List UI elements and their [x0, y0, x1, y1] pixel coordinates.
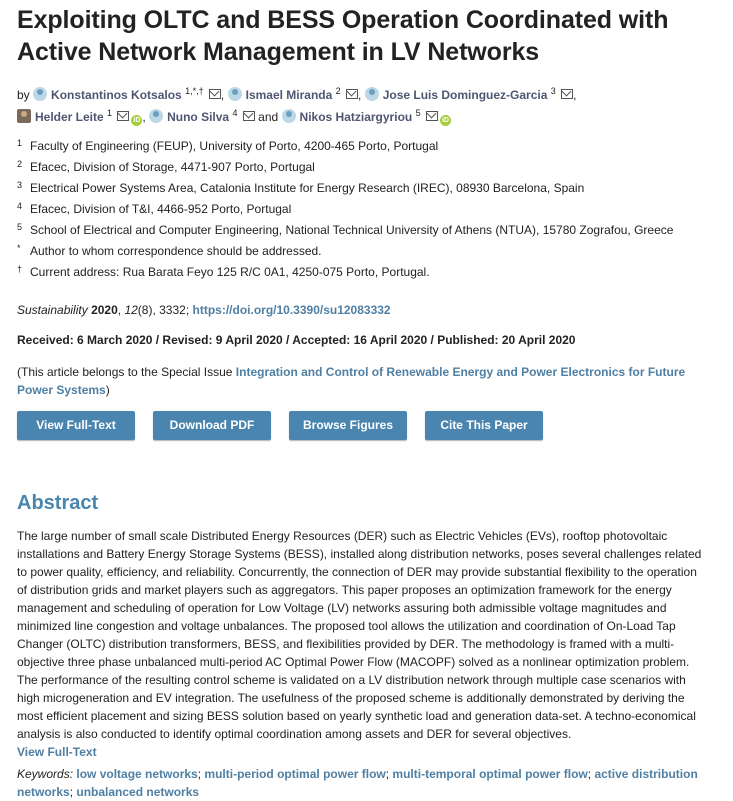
- download-pdf-button[interactable]: Download PDF: [153, 411, 271, 440]
- affiliation-text: Electrical Power Systems Area, Catalonia Institute for Energy Research (IREC), 08930 Barcelona, Spain: [30, 181, 585, 195]
- journal-name: Sustainability: [17, 303, 88, 317]
- affiliation-text: Efacec, Division of Storage, 4471-907 Porto, Portugal: [30, 160, 315, 174]
- affiliation-item: [17, 262, 717, 283]
- keywords-label: Keywords:: [17, 767, 74, 781]
- author-separator: and: [258, 110, 279, 124]
- keyword-link[interactable]: multi-temporal optimal power flow: [392, 767, 588, 781]
- special-issue-prefix: (This article belongs to the Special Issue: [17, 365, 236, 379]
- keyword-link[interactable]: active distribution networks: [17, 767, 698, 799]
- orcid-icon[interactable]: iD: [133, 117, 141, 124]
- email-icon[interactable]: [346, 89, 358, 99]
- affiliation-item: [17, 178, 717, 199]
- doi-link[interactable]: https://doi.org/10.3390/su12083332: [192, 303, 391, 317]
- author-avatar-icon: [282, 109, 296, 123]
- keyword-link[interactable]: low voltage networks: [76, 767, 198, 781]
- browse-figures-button[interactable]: Browse Figures: [289, 411, 407, 440]
- author-avatar-icon: [365, 87, 379, 101]
- author-link[interactable]: Nuno Silva: [167, 110, 230, 124]
- author-entry: [17, 110, 149, 124]
- special-issue-link[interactable]: Integration and Control of Renewable Energy and Power Electronics for Future Power Systems: [17, 365, 686, 397]
- author-entry: [33, 88, 228, 102]
- abstract-body: [17, 527, 707, 801]
- article-title: Exploiting OLTC and BESS Operation Coordinated with Active Network Management in LV Networks: [17, 6, 669, 66]
- author-avatar-icon: [149, 109, 163, 123]
- author-avatar-icon: [228, 87, 242, 101]
- author-photo-icon: [17, 109, 31, 123]
- author-affiliation-sup: 1,*,†: [185, 86, 204, 96]
- email-icon[interactable]: [561, 89, 573, 99]
- affiliation-text: Current address: Rua Barata Feyo 125 R/C 0A1, 4250-075 Porto, Portugal.: [30, 265, 430, 279]
- author-link[interactable]: Jose Luis Dominguez-Garcia: [382, 88, 548, 102]
- author-entry: [365, 88, 577, 102]
- affiliation-mark: 2: [17, 159, 23, 169]
- author-affiliation-sup: 5: [415, 108, 421, 118]
- author-link[interactable]: Helder Leite: [35, 110, 104, 124]
- affiliation-item: [17, 136, 717, 157]
- author-affiliation-sup: 1: [107, 108, 113, 118]
- special-issue-note: [17, 363, 717, 399]
- affiliation-mark: *: [17, 243, 21, 253]
- author-entry: [228, 88, 365, 102]
- affiliation-mark: 4: [17, 201, 23, 211]
- email-icon[interactable]: [426, 111, 438, 121]
- action-buttons: [17, 411, 717, 440]
- citation-issue-pages: (8), 3332;: [137, 303, 190, 317]
- keywords-line: Keywords: low voltage networks; multi-period optimal power flow; multi-temporal optimal power flow; active distribution networks; unbalanced networks: [17, 767, 698, 799]
- by-label: by: [17, 88, 30, 102]
- author-link[interactable]: Nikos Hatziargyriou: [299, 110, 413, 124]
- cite-paper-button[interactable]: Cite This Paper: [425, 411, 543, 440]
- keyword-link[interactable]: multi-period optimal power flow: [204, 767, 386, 781]
- email-icon[interactable]: [209, 89, 221, 99]
- special-issue-suffix: ): [105, 383, 110, 397]
- affiliation-mark: 1: [17, 138, 23, 148]
- affiliation-mark: 5: [17, 222, 23, 232]
- author-separator: ,: [142, 110, 146, 124]
- author-link[interactable]: Ismael Miranda: [245, 88, 333, 102]
- affiliation-mark: †: [17, 264, 23, 274]
- abstract-view-full-text-link[interactable]: View Full-Text: [17, 745, 97, 759]
- keyword-link[interactable]: unbalanced networks: [76, 785, 200, 799]
- affiliation-text: Faculty of Engineering (FEUP), University of Porto, 4200-465 Porto, Portugal: [30, 139, 439, 153]
- affiliation-text: Author to whom correspondence should be addressed.: [30, 244, 322, 258]
- affiliation-item: [17, 157, 717, 178]
- publication-dates: Received: 6 March 2020 / Revised: 9 April 2020 / Accepted: 16 April 2020 / Published: 20 April 2020: [17, 333, 576, 347]
- citation-volume: 12: [124, 303, 138, 317]
- author-affiliation-sup: 2: [335, 86, 341, 96]
- affiliation-list: [17, 136, 717, 283]
- author-separator: ,: [220, 88, 225, 102]
- author-separator: ,: [573, 88, 577, 102]
- affiliation-item: [17, 241, 717, 262]
- affiliation-item: [17, 220, 717, 241]
- affiliation-item: [17, 199, 717, 220]
- affiliation-text: School of Electrical and Computer Engineering, National Technical University of Athens (NTUA), 15780 Zografou, Greece: [30, 223, 674, 237]
- citation-line: Sustainability 2020, 12(8), 3332; https://doi.org/10.3390/su12083332: [17, 303, 391, 317]
- author-link[interactable]: Konstantinos Kotsalos: [51, 88, 182, 102]
- view-full-text-button[interactable]: View Full-Text: [17, 411, 135, 440]
- abstract-text: The large number of small scale Distributed Energy Resources (DER) such as Electric Vehicles (EVs), rooftop photovoltaic installations and Battery Energy Storage Systems (BESS), installed along distribution networks, poses several challenges related to power quality, efficiency, and reliability. Concurrently, the connection of DER may provide substantial flexibility to the operation of distribution grids and market players such as aggregators. This paper proposes an optimization framework for the energy management and scheduling of operation for Low Voltage (LV) networks assuring both admissible voltage magnitudes and minimized line congestion and voltage unbalances. The proposed tool allows the utilization and coordination of On-Load Tap Changer (OLTC) distribution transformers, BESS, and flexibilities provided by DER. The methodology is framed with a multi-objective three phase unbalanced multi-period AC Optimal Power Flow (MACOPF) solved as a nonlinear optimization problem. The performance of the resulting control scheme is validated on a LV distribution network through multiple case scenarios with high microgeneration and EV integration. The usefulness of the proposed scheme is additionally demonstrated by deriving the most efficient placement and sizing BESS solution based on yearly synthetic load and generation data-set. A techno-economical analysis is also conducted to identify optimal coordination among assets and DER for several objectives.: [17, 529, 702, 741]
- author-entry: [282, 110, 451, 124]
- citation-year: 2020: [91, 303, 118, 317]
- author-entry: [149, 110, 281, 124]
- affiliation-mark: 3: [17, 180, 23, 190]
- author-avatar-icon: [33, 87, 47, 101]
- author-separator: ,: [358, 88, 362, 102]
- abstract-heading: Abstract: [17, 492, 99, 514]
- email-icon[interactable]: [117, 111, 129, 121]
- orcid-icon[interactable]: iD: [441, 117, 449, 124]
- author-list: [17, 82, 717, 126]
- email-icon[interactable]: [243, 111, 255, 121]
- affiliation-text: Efacec, Division of T&I, 4466-952 Porto, Portugal: [30, 202, 292, 216]
- author-affiliation-sup: 3: [550, 86, 556, 96]
- author-affiliation-sup: 4: [232, 108, 238, 118]
